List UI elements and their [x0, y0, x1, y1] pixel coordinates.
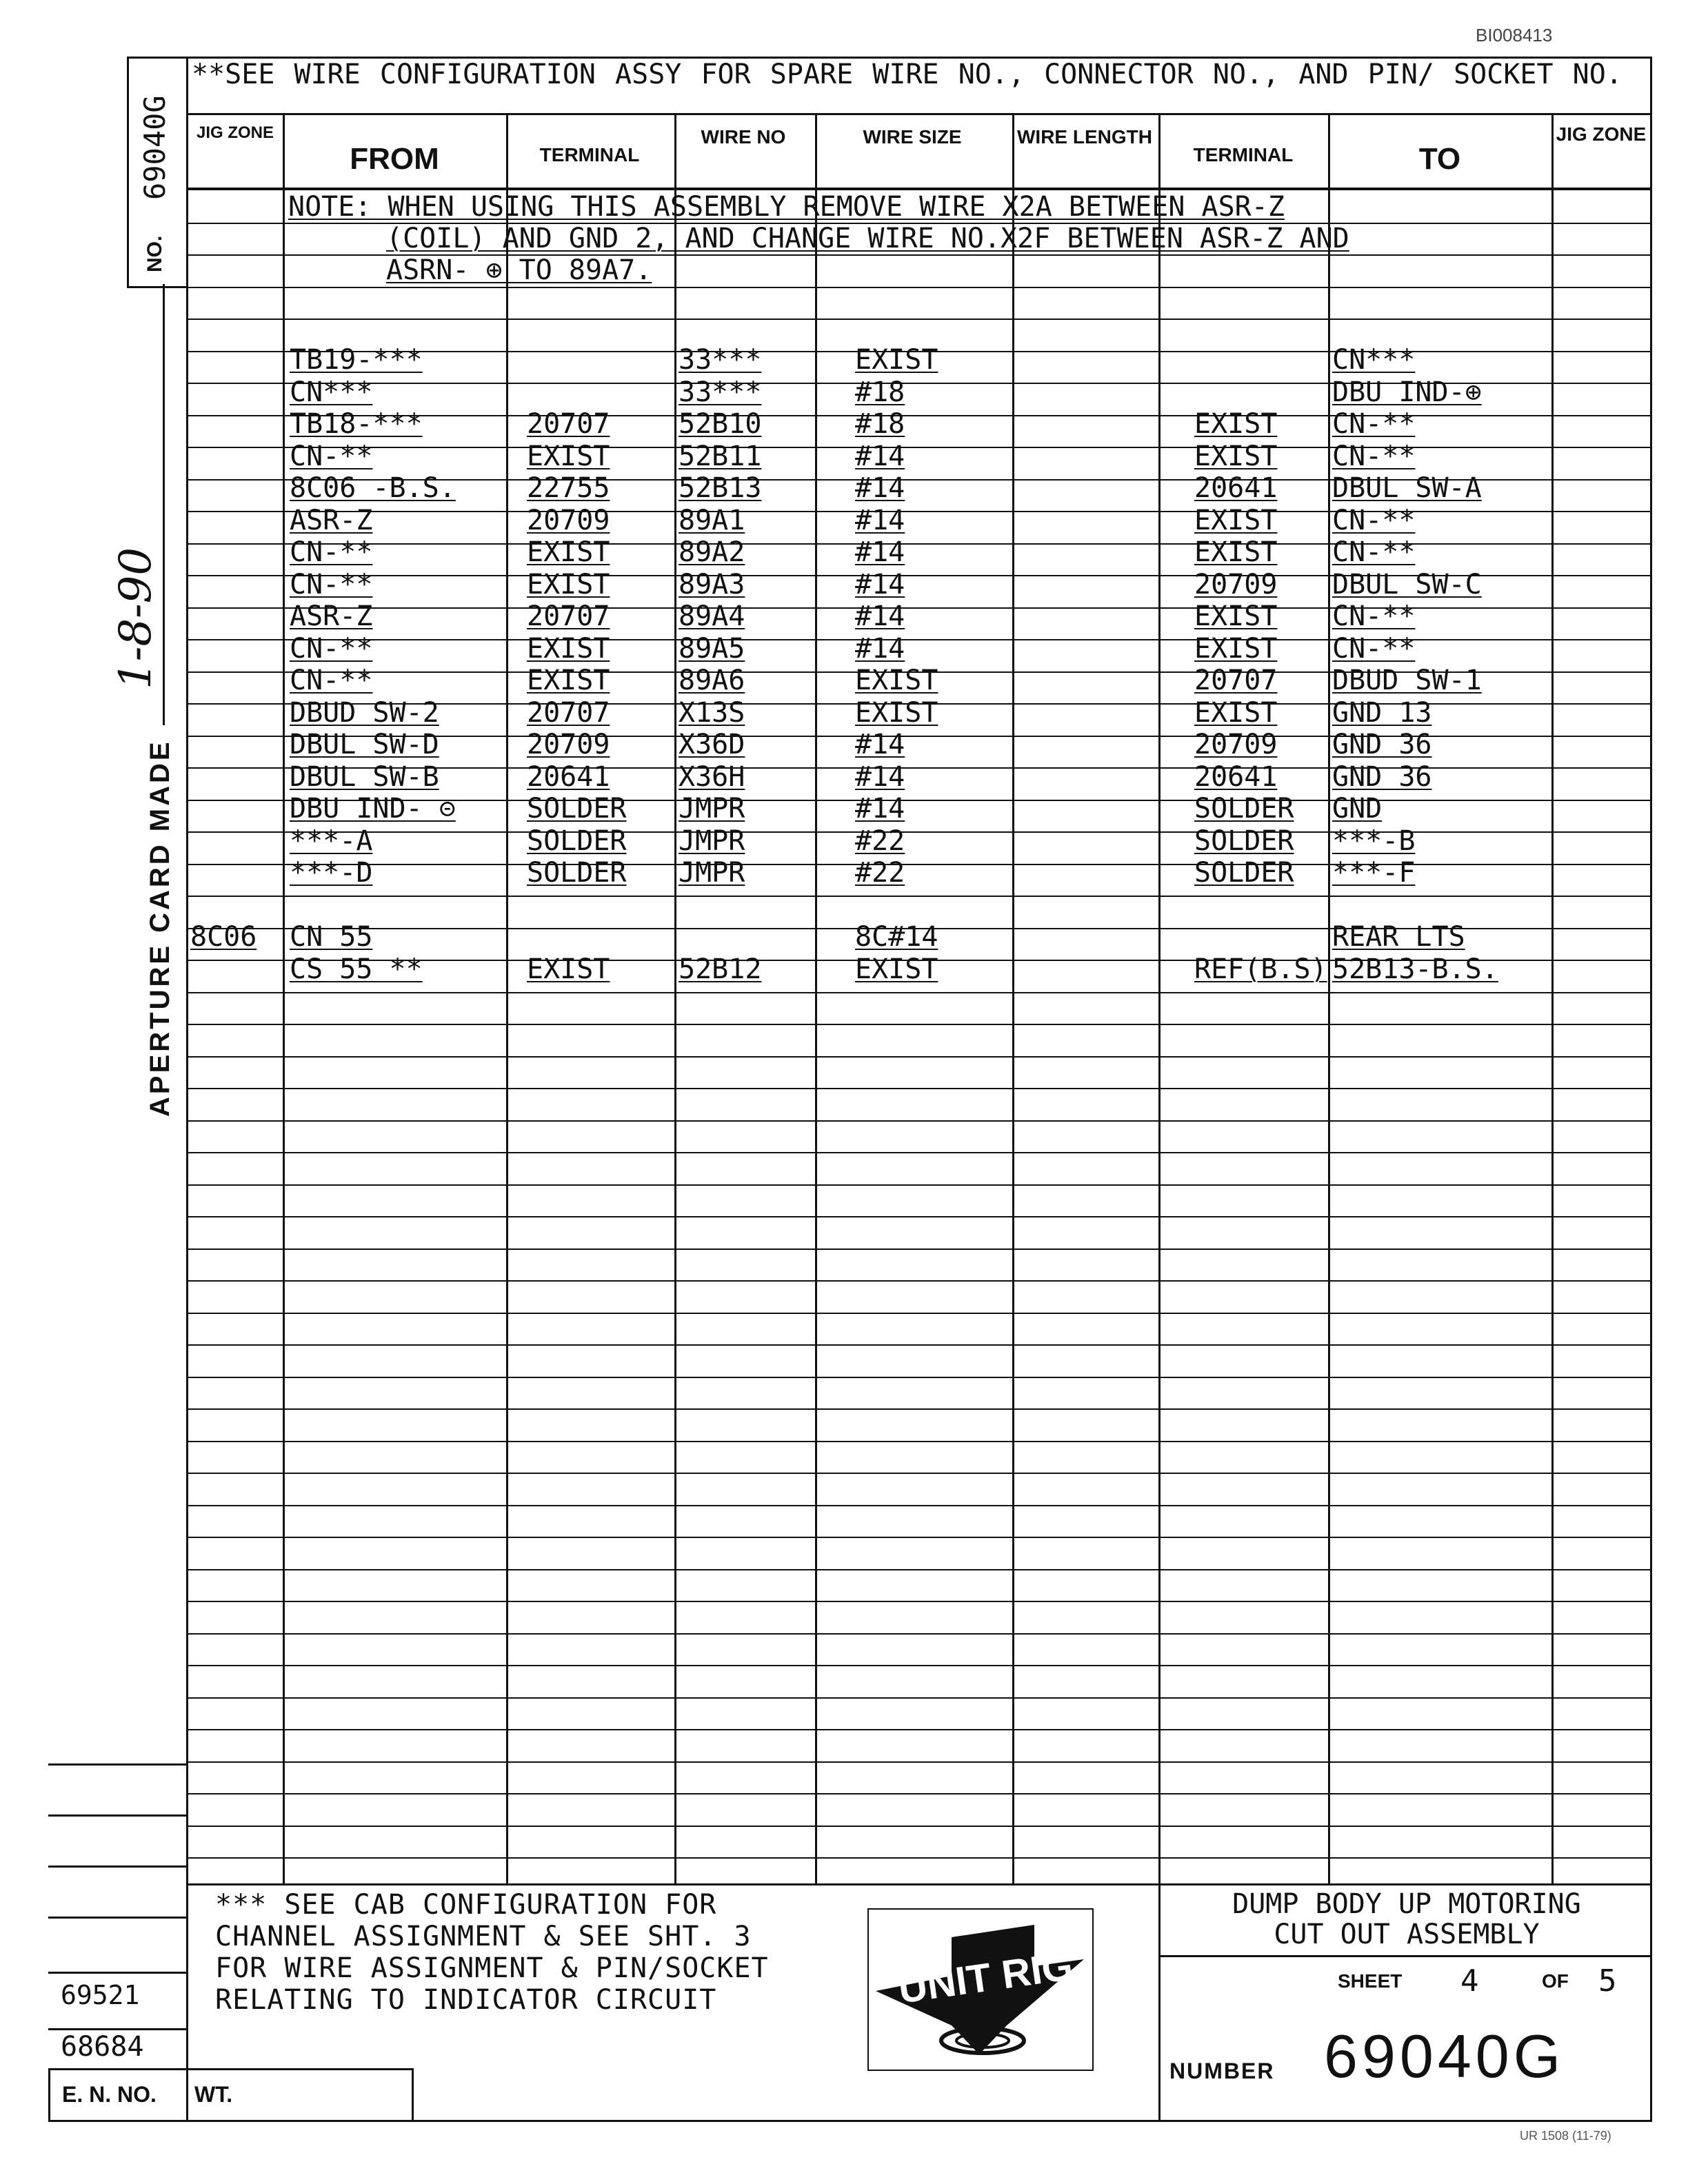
cell-term: EXIST — [527, 536, 610, 568]
cell-size: #14 — [855, 729, 905, 760]
drawing-title — [1165, 1889, 1648, 1950]
cell-term: 20641 — [527, 761, 610, 793]
header-to: TO — [1418, 142, 1461, 176]
cell-term2: SOLDER — [1194, 857, 1294, 889]
cell-size: #14 — [855, 600, 905, 632]
aperture-date-handwritten: 1-8-90 — [110, 547, 161, 689]
row-divider — [186, 607, 1652, 609]
header-terminal-left: TERMINAL — [539, 144, 640, 165]
cell-from: ASR-Z — [290, 600, 373, 632]
footer-note — [215, 1889, 769, 2016]
cell-size: #14 — [855, 536, 905, 568]
footer-title-divider — [1158, 1883, 1160, 2122]
cell-size: #22 — [855, 825, 905, 857]
cell-term: EXIST — [527, 633, 610, 665]
cell-wire: JMPR — [679, 825, 745, 857]
cell-to: DBUL SW-C — [1332, 569, 1482, 600]
document-id: BI008413 — [1476, 25, 1553, 46]
cell-from: 8C06 -B.S. — [290, 472, 456, 504]
footer-note-line: FOR WIRE ASSIGNMENT & PIN/SOCKET — [215, 1952, 769, 1984]
cell-to: CN-** — [1332, 536, 1416, 568]
en-line — [48, 1814, 186, 1817]
cell-term: 20707 — [527, 600, 610, 632]
column-divider — [506, 113, 508, 1883]
row-divider — [186, 1665, 1652, 1666]
cell-wire: 52B13 — [679, 472, 762, 504]
row-divider — [186, 1184, 1652, 1186]
header-from: FROM — [350, 142, 439, 176]
cell-to: ***-B — [1332, 825, 1416, 857]
cell-term: 20709 — [527, 505, 610, 536]
en-value: 68684 — [61, 2031, 144, 2063]
cell-from: TB19-*** — [290, 344, 423, 376]
row-divider — [186, 896, 1652, 897]
column-divider — [1551, 113, 1554, 1883]
column-divider — [1328, 113, 1330, 1883]
logo-text: UNIT RIG — [895, 1943, 1076, 2012]
cell-from: CN-** — [290, 633, 373, 665]
header-wire-size: WIRE SIZE — [863, 126, 962, 148]
logo-graphic — [869, 1910, 1092, 2070]
cell-size: #18 — [855, 376, 905, 408]
row-divider — [186, 1152, 1652, 1153]
row-divider — [186, 1761, 1652, 1763]
cell-size: EXIST — [855, 697, 938, 729]
footer-note-line: RELATING TO INDICATOR CIRCUIT — [215, 1984, 717, 2016]
cell-from: TB18-*** — [290, 408, 423, 440]
side-drawing-number: 69040G — [138, 95, 172, 200]
drawing-title-line: CUT OUT ASSEMBLY — [1274, 1919, 1540, 1950]
cell-to: GND 13 — [1332, 697, 1432, 729]
row-divider — [186, 447, 1652, 448]
row-divider — [186, 1344, 1652, 1346]
row-divider — [186, 1441, 1652, 1442]
row-divider — [186, 1857, 1652, 1859]
cell-to: GND 36 — [1332, 729, 1432, 760]
cell-wire: JMPR — [679, 793, 745, 825]
top-note: **SEE WIRE CONFIGURATION ASSY FOR SPARE WIRE NO., CONNECTOR NO., AND PIN/ SOCKET NO. — [192, 61, 1622, 90]
column-divider — [1158, 113, 1160, 1883]
form-number: UR 1508 (11-79) — [1520, 2129, 1611, 2143]
drawing-number: 69040G — [1324, 2022, 1565, 2090]
en-value: 69521 — [61, 1980, 140, 2010]
cell-wire: 89A4 — [679, 600, 745, 632]
cell-size: #14 — [855, 505, 905, 536]
cell-wire: 89A3 — [679, 569, 745, 600]
cell-term: SOLDER — [527, 857, 627, 889]
row-divider — [186, 1377, 1652, 1378]
cell-from: DBU IND- ⊝ — [290, 793, 456, 825]
cell-size: 8C#14 — [855, 921, 938, 953]
cell-term2: 20707 — [1194, 665, 1278, 696]
cell-term2: 20641 — [1194, 761, 1278, 793]
column-divider — [674, 113, 676, 1883]
cell-term2: REF(B.S) — [1194, 953, 1327, 985]
footer-note-line: *** SEE CAB CONFIGURATION FOR — [215, 1889, 717, 1921]
cell-size: #14 — [855, 472, 905, 504]
side-number-label: NO. — [143, 235, 166, 272]
cell-size: #14 — [855, 793, 905, 825]
cell-from: CN-** — [290, 569, 373, 600]
cell-term: SOLDER — [527, 825, 627, 857]
cell-from: CN 55 — [290, 921, 373, 953]
cell-wire: X36D — [679, 729, 745, 760]
cell-term2: SOLDER — [1194, 793, 1294, 825]
cell-wire: 89A1 — [679, 505, 745, 536]
cell-term2: EXIST — [1194, 505, 1278, 536]
cell-term2: 20709 — [1194, 729, 1278, 760]
row-divider — [186, 864, 1652, 865]
cell-to: GND 36 — [1332, 761, 1432, 793]
cell-from: ASR-Z — [290, 505, 373, 536]
header-wire-no: WIRE NO — [701, 126, 786, 148]
header-divider — [186, 188, 1652, 190]
row-divider — [186, 1601, 1652, 1602]
cell-from: CN-** — [290, 665, 373, 696]
cell-term2: 20709 — [1194, 569, 1278, 600]
en-line — [48, 2028, 186, 2030]
wt-label: WT. — [194, 2082, 233, 2107]
cell-term: EXIST — [527, 665, 610, 696]
cell-from: CS 55 ** — [290, 953, 423, 985]
cell-size: EXIST — [855, 953, 938, 985]
number-label: NUMBER — [1169, 2059, 1275, 2083]
cell-wire: 89A6 — [679, 665, 745, 696]
row-divider — [186, 831, 1652, 833]
cell-to: CN-** — [1332, 408, 1416, 440]
aperture-card-label: APERTURE CARD MADE — [145, 739, 175, 1117]
cell-term: 20707 — [527, 697, 610, 729]
footer-note-line: CHANNEL ASSIGNMENT & SEE SHT. 3 — [215, 1921, 752, 1952]
cell-to: DBUD SW-1 — [1332, 665, 1482, 696]
cell-size: #14 — [855, 569, 905, 600]
cell-from: DBUL SW-D — [290, 729, 439, 760]
en-label: E. N. NO. — [62, 2082, 157, 2107]
cell-from: ***-A — [290, 825, 373, 857]
cell-size: #14 — [855, 633, 905, 665]
unit-rig-logo — [867, 1908, 1094, 2071]
cell-from: ***-D — [290, 857, 373, 889]
en-line — [48, 1763, 186, 1766]
cell-from: CN*** — [290, 376, 373, 408]
cell-wire: 89A5 — [679, 633, 745, 665]
cell-to: 52B13-B.S. — [1332, 953, 1498, 985]
row-divider — [186, 1120, 1652, 1122]
cell-term2: EXIST — [1194, 536, 1278, 568]
cell-from: DBUL SW-B — [290, 761, 439, 793]
cell-to: CN-** — [1332, 633, 1416, 665]
row-divider — [186, 1056, 1652, 1058]
cell-wire: 89A2 — [679, 536, 745, 568]
cell-to: DBUL SW-A — [1332, 472, 1482, 504]
row-divider — [186, 1505, 1652, 1506]
cell-to: DBU IND-⊕ — [1332, 376, 1482, 408]
cell-wire: 33*** — [679, 376, 762, 408]
header-wire-length: WIRE LENGTH — [1017, 126, 1152, 148]
column-divider — [815, 113, 817, 1883]
cell-wire: 52B11 — [679, 441, 762, 472]
cell-term2: EXIST — [1194, 600, 1278, 632]
sheet-value: 4 — [1460, 1963, 1479, 1999]
en-line — [48, 1866, 186, 1868]
cell-size: #22 — [855, 857, 905, 889]
header-jig-zone-left: JIG ZONE — [196, 123, 274, 142]
cell-term2: EXIST — [1194, 633, 1278, 665]
cell-term2: EXIST — [1194, 408, 1278, 440]
cell-term: EXIST — [527, 569, 610, 600]
en-line — [48, 1972, 186, 1974]
cell-wire: X13S — [679, 697, 745, 729]
row-divider — [186, 1248, 1652, 1250]
row-divider — [186, 511, 1652, 512]
drawing-title-line: DUMP BODY UP MOTORING — [1232, 1888, 1581, 1920]
cell-to: CN*** — [1332, 344, 1416, 376]
row-divider — [186, 1697, 1652, 1699]
cell-size: #14 — [855, 761, 905, 793]
cell-term: 22755 — [527, 472, 610, 504]
cell-wire: 52B10 — [679, 408, 762, 440]
row-divider — [186, 1537, 1652, 1538]
row-divider — [186, 543, 1652, 545]
cell-from: CN-** — [290, 441, 373, 472]
cell-to: CN-** — [1332, 441, 1416, 472]
note-line-3: ASRN- ⊕ TO 89A7. — [386, 254, 652, 286]
row-divider — [186, 639, 1652, 640]
cell-term: EXIST — [527, 441, 610, 472]
row-divider — [186, 318, 1652, 320]
row-divider — [186, 1280, 1652, 1282]
cell-wire: 33*** — [679, 344, 762, 376]
row-divider — [186, 1473, 1652, 1474]
of-value: 5 — [1598, 1963, 1617, 1999]
row-divider — [186, 992, 1652, 993]
header-terminal-right: TERMINAL — [1193, 144, 1294, 165]
note-line-2: (COIL) AND GND 2, AND CHANGE WIRE NO.X2F BETWEEN ASR-Z AND — [386, 223, 1349, 254]
cell-from: CN-** — [290, 536, 373, 568]
cell-size: #18 — [855, 408, 905, 440]
cell-term2: 20641 — [1194, 472, 1278, 504]
cell-term: SOLDER — [527, 793, 627, 825]
footer-divider — [186, 1883, 1652, 1885]
row-divider — [186, 1729, 1652, 1730]
cell-term: 20709 — [527, 729, 610, 760]
row-divider — [186, 1408, 1652, 1410]
sheet-label: SHEET — [1338, 1970, 1403, 1992]
of-label: OF — [1542, 1970, 1569, 1992]
column-divider — [1012, 113, 1014, 1883]
header-jig-zone-right: JIG ZONE — [1556, 123, 1647, 145]
top-note-divider — [186, 113, 1652, 115]
row-divider — [186, 1793, 1652, 1794]
cell-to: ***-F — [1332, 857, 1416, 889]
row-divider — [186, 1216, 1652, 1217]
column-divider — [283, 113, 285, 1883]
cell-to: CN-** — [1332, 600, 1416, 632]
row-divider — [186, 1826, 1652, 1827]
row-divider — [186, 1313, 1652, 1314]
row-divider — [186, 1569, 1652, 1570]
row-divider — [186, 1633, 1652, 1635]
footer-sheet-divider — [1158, 1955, 1652, 1957]
cell-size: EXIST — [855, 665, 938, 696]
aperture-signature-line — [163, 284, 165, 725]
cell-term: EXIST — [527, 953, 610, 985]
note-line-1: NOTE: WHEN USING THIS ASSEMBLY REMOVE WIRE X2A BETWEEN ASR-Z — [288, 191, 1285, 223]
cell-size: #14 — [855, 441, 905, 472]
row-divider — [186, 1024, 1652, 1025]
cell-term2: EXIST — [1194, 441, 1278, 472]
row-divider — [186, 287, 1652, 288]
cell-to: CN-** — [1332, 505, 1416, 536]
cell-term2: SOLDER — [1194, 825, 1294, 857]
cell-size: EXIST — [855, 344, 938, 376]
cell-zone: 8C06 — [190, 921, 257, 953]
cell-to: GND — [1332, 793, 1383, 825]
cell-wire: X36H — [679, 761, 745, 793]
cell-term: 20707 — [527, 408, 610, 440]
cell-wire: JMPR — [679, 857, 745, 889]
en-line — [48, 1917, 186, 1919]
cell-from: DBUD SW-2 — [290, 697, 439, 729]
cell-term2: EXIST — [1194, 697, 1278, 729]
cell-to: REAR LTS — [1332, 921, 1465, 953]
row-divider — [186, 1088, 1652, 1089]
cell-wire: 52B12 — [679, 953, 762, 985]
